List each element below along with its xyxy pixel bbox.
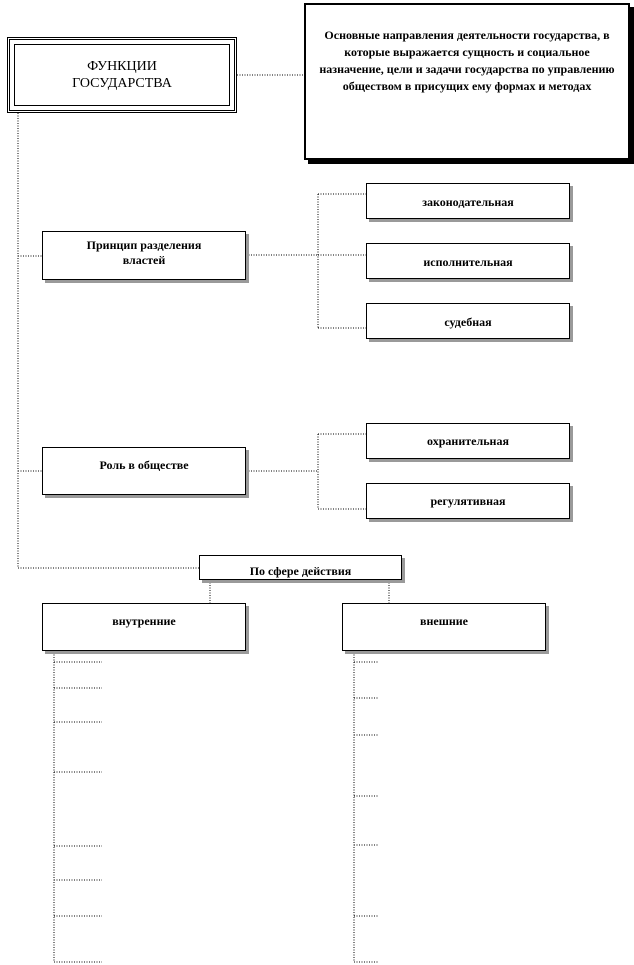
sphere-of-action-label: По сфере действия <box>249 564 352 578</box>
title-text: ФУНКЦИИ ГОСУДАРСТВА <box>72 59 172 91</box>
regulatory-box <box>366 483 570 519</box>
external-label: внешние <box>419 614 468 628</box>
protective-box <box>366 423 570 459</box>
definition-box <box>304 3 630 160</box>
separation-of-powers-label: Принцип разделения властей <box>86 238 202 267</box>
protective-label: охранительная <box>427 434 509 448</box>
internal-label: внутренние <box>112 614 176 628</box>
legislative-box <box>366 183 570 219</box>
judicial-box <box>366 303 570 339</box>
executive-label: исполнительная <box>423 255 513 269</box>
functions-of-state-title <box>7 37 237 113</box>
sphere-of-action-box <box>199 555 402 580</box>
executive-box <box>366 243 570 279</box>
separation-of-powers-box <box>42 231 246 280</box>
judicial-label: судебная <box>444 315 492 329</box>
external-box <box>342 603 546 651</box>
role-in-society-box <box>42 447 246 495</box>
definition-text: Основные направления деятельности государства, в которые выражается сущность и социальное назначение, цели и задачи государства по управлению обществом в присущих ему формах и методах <box>319 28 615 93</box>
regulatory-label: регулятивная <box>430 494 506 508</box>
role-in-society-label: Роль в обществе <box>99 458 189 472</box>
legislative-label: законодательная <box>422 195 514 209</box>
internal-box <box>42 603 246 651</box>
